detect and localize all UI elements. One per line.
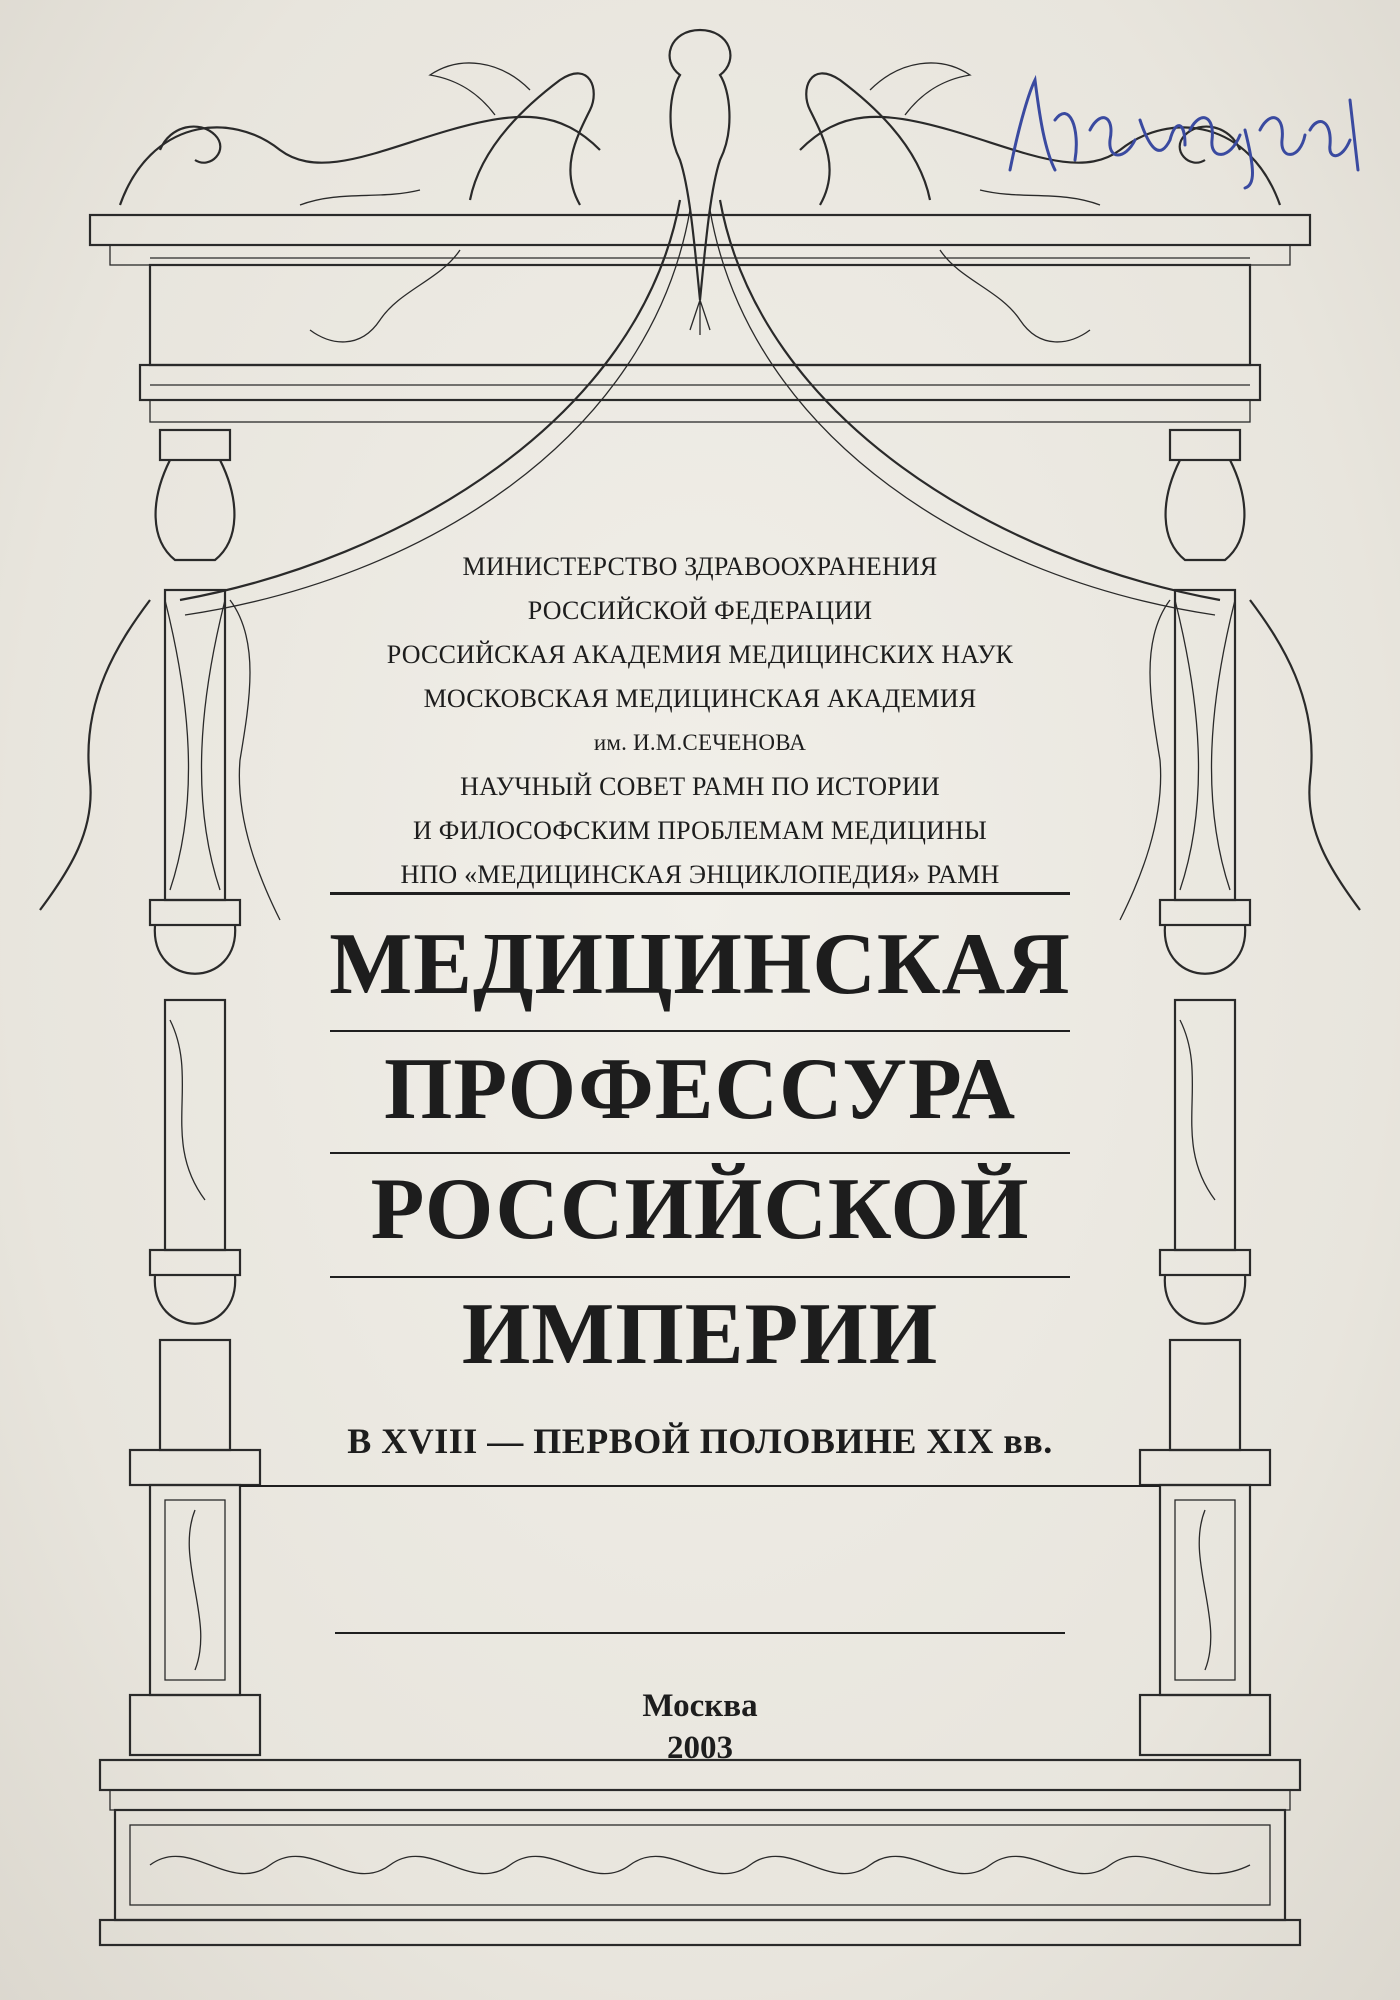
title-line-4: ИМПЕРИИ: [461, 1286, 939, 1383]
org-line: НПО «МЕДИЦИНСКАЯ ЭНЦИКЛОПЕДИЯ» РАМН: [400, 860, 1000, 889]
title-divider: [330, 1276, 1070, 1278]
title-line-2: ПРОФЕССУРА: [383, 1041, 1017, 1138]
org-line: РОССИЙСКАЯ АКАДЕМИЯ МЕДИЦИНСКИХ НАУК: [386, 640, 1014, 669]
rule-above-title: [330, 892, 1070, 895]
title-line-3: РОССИЙСКОЙ: [370, 1161, 1030, 1258]
base-plinth: [100, 1760, 1300, 1945]
blank-rule: [335, 1632, 1065, 1634]
title-line-1: МЕДИЦИНСКАЯ: [329, 916, 1071, 1013]
title-divider: [330, 1152, 1070, 1154]
org-line: И ФИЛОСОФСКИМ ПРОБЛЕМАМ МЕДИЦИНЫ: [413, 816, 987, 845]
rule-below-subtitle: [240, 1485, 1160, 1487]
issuing-organizations: [300, 545, 1100, 897]
imprint-city: Москва: [642, 1688, 758, 1724]
left-column: [40, 430, 280, 1755]
title-divider: [330, 1030, 1070, 1032]
org-line: НАУЧНЫЙ СОВЕТ РАМН ПО ИСТОРИИ: [460, 772, 940, 801]
right-column: [1120, 430, 1360, 1755]
org-line: им. И.М.СЕЧЕНОВА: [593, 730, 807, 755]
handwritten-note: [1000, 60, 1380, 190]
imprint-year: 2003: [667, 1730, 733, 1766]
org-line: РОССИЙСКОЙ ФЕДЕРАЦИИ: [527, 596, 873, 625]
subtitle: В XVIII — ПЕРВОЙ ПОЛОВИНЕ XIX вв.: [347, 1421, 1053, 1461]
org-line: МИНИСТЕРСТВО ЗДРАВООХРАНЕНИЯ: [462, 552, 938, 581]
org-line: МОСКОВСКАЯ МЕДИЦИНСКАЯ АКАДЕМИЯ: [423, 684, 977, 713]
